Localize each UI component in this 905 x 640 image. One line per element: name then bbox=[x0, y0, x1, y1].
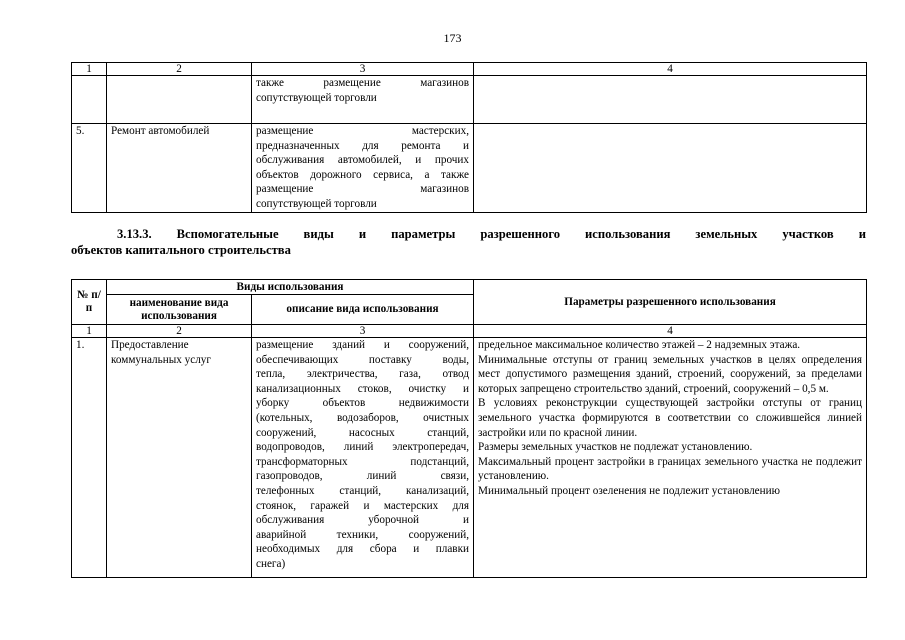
table-continuation bbox=[71, 62, 867, 213]
column-numbers-row bbox=[72, 63, 867, 76]
header-params: Параметры разрешенного использования bbox=[474, 280, 867, 325]
col-number: 3 bbox=[252, 325, 474, 338]
col-number: 2 bbox=[107, 325, 252, 338]
use-name: Предоставление коммунальных услуг bbox=[107, 338, 252, 578]
table-auxiliary-uses bbox=[71, 279, 867, 578]
col-number: 1 bbox=[72, 63, 107, 76]
use-description: размещение мастерских, предназначенных для ремонта и обслуживания автомобилей, и прочих объектов дорожного сервиса, а также размещение магазинов сопутствующей торговли bbox=[252, 124, 474, 213]
header-name: наименование вида использования bbox=[107, 295, 252, 325]
param-paragraph: Максимальный процент застройки в границах земельного участка не подлежит установлению. bbox=[478, 455, 863, 483]
header-group: Виды использования bbox=[107, 280, 474, 295]
page-number: 173 bbox=[443, 31, 462, 45]
header-desc: описание вида использования bbox=[252, 295, 474, 325]
table-row bbox=[72, 76, 867, 124]
col-number: 3 bbox=[252, 63, 474, 76]
param-paragraph: Минимальные отступы от границ земельных участков в целях определения мест допустимого размещения зданий, строений, сооружений, за пределами которых запрещено строительство зданий, строений, сооружений – 0,5 м. bbox=[478, 353, 863, 395]
col-number: 1 bbox=[72, 325, 107, 338]
row-number: 5. bbox=[72, 124, 107, 213]
table-row bbox=[72, 338, 867, 578]
table-row bbox=[72, 124, 867, 213]
table-header-row bbox=[72, 280, 867, 295]
param-paragraph: Размеры земельных участков не подлежат установлению. bbox=[478, 441, 753, 454]
col-number: 4 bbox=[474, 63, 867, 76]
use-parameters bbox=[474, 338, 867, 578]
param-paragraph: В условиях реконструкции существующей застройки отступы от границ земельного участка формируются в соответствии со сложившейся линией застройки или по красной линии. bbox=[478, 397, 863, 439]
col-number: 2 bbox=[107, 63, 252, 76]
use-description: размещение зданий и сооружений, обеспечивающих поставку воды, тепла, электричества, газа, отвод канализационных стоков, очистку и уборку объектов недвижимости (котельных, водозаборов, очистных сооружений, насосных станций, водопроводов, линий электропередач, трансформаторных подстанций, газопроводов, линий связи, телефонных станций, канализаций, стоянок, гаражей и мастерских для обслуживания уборочной и аварийной техники, сооружений, необходимых для сбора и плавки снега) bbox=[252, 338, 474, 578]
section-heading: 3.13.3. Вспомогательные виды и параметры разрешенного использования земельных участков и объектов капитального строительства bbox=[71, 227, 866, 257]
use-name: Ремонт автомобилей bbox=[107, 124, 252, 213]
continuation-description: также размещение магазинов сопутствующей торговли bbox=[252, 76, 474, 124]
header-num: № п/п bbox=[72, 280, 107, 325]
row-number: 1. bbox=[72, 338, 107, 578]
col-number: 4 bbox=[474, 325, 867, 338]
column-numbers-row bbox=[72, 325, 867, 338]
param-paragraph: Минимальный процент озеленения не подлежит установлению bbox=[478, 484, 780, 497]
param-paragraph: предельное максимальное количество этажей – 2 надземных этажа. bbox=[478, 339, 801, 351]
